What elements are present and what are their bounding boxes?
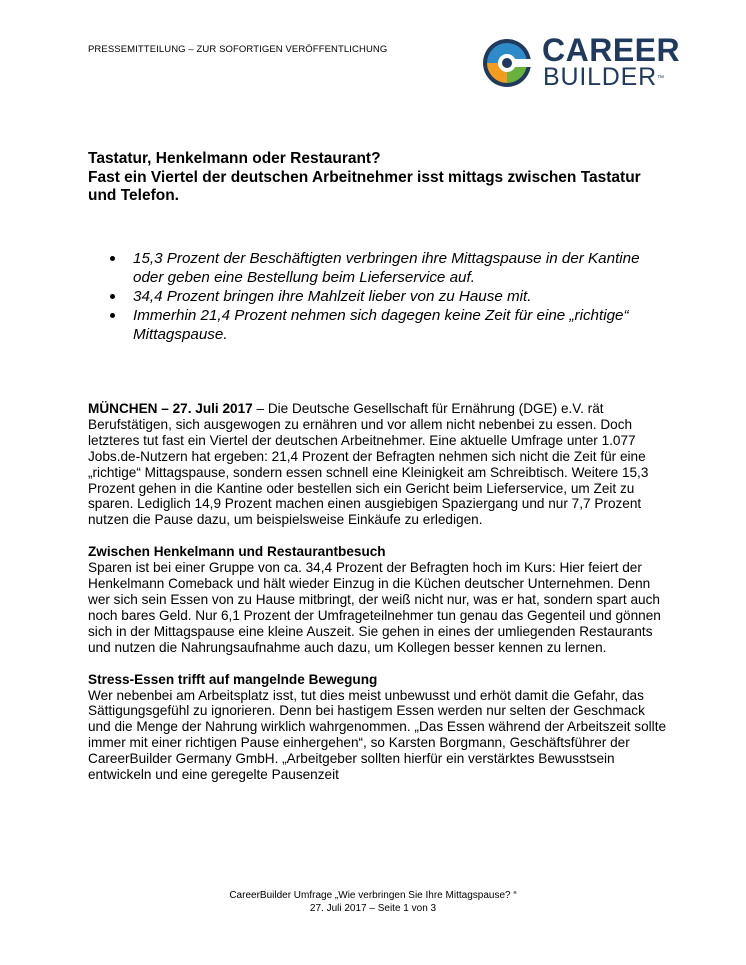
bullet-icon [110,294,115,299]
article-body [88,401,668,799]
logo-text-builder: BUILDER™ [543,63,665,91]
trademark-symbol: ™ [656,75,665,82]
section-heading-stress-essen: Stress-Essen trifft auf mangelnde Bewegung [88,671,378,687]
key-fact-item: 34,4 Prozent bringen ihre Mahlzeit lieber von zu Hause mit. [110,287,670,306]
section-stress-essen [88,672,668,783]
careerbuilder-logo [482,32,682,92]
footer-survey-title: CareerBuilder Umfrage „Wie verbringen Sie Ihre Mittagspause? “ [229,890,517,901]
headline-line-2: Fast ein Viertel der deutschen Arbeitnehmer isst mittags zwischen Tastatur und Telefon. [88,168,641,204]
headline-line-1: Tastatur, Henkelmann oder Restaurant? [88,150,381,167]
key-fact-item: Immerhin 21,4 Prozent nehmen sich dagegen keine Zeit für eine „richtige“ Mittagspause. [110,306,670,344]
footer-page-info: 27. Juli 2017 – Seite 1 von 3 [309,903,437,914]
press-release-label: PRESSEMITTEILUNG – ZUR SOFORTIGEN VERÖFFENTLICHUNG [88,44,388,55]
careerbuilder-logo-mark-icon [482,38,532,88]
section-heading-henkelmann: Zwischen Henkelmann und Restaurantbesuch [88,544,386,560]
key-facts-list [110,249,670,344]
bullet-icon [110,256,115,261]
bullet-icon [110,313,115,318]
page-footer [0,889,746,915]
section-henkelmann [88,544,668,655]
logo-text-career: CAREER [542,32,681,68]
intro-paragraph: MÜNCHEN – 27. Juli 2017 – Die Deutsche Gesellschaft für Ernährung (DGE) e.V. rät Berufstätigen, sich ausgewogen zu ernähren und vor allem nicht nebenbei zu essen. Doch letzteres tut fast ein Viertel der deutschen Arbeitnehmer. Eine aktuelle Umfrage unter 1.077 Jobs.de-Nutzern hat ergeben: 21,4 Prozent der Befragten nehmen sich nicht die Zeit für eine „richtige“ Mittagspause, sondern essen schnell eine Kleinigkeit am Schreibtisch. Weitere 15,3 Prozent gehen in die Kantine oder bestellen sich ein Gericht beim Lieferservice, um Zeit zu sparen. Lediglich 14,9 Prozent machen einen ausgiebigen Spaziergang und nur 7,7 Prozent nutzen die Pause dazu, um beispielsweise Einkäufe zu erledigen. [88,401,649,528]
key-fact-item: 15,3 Prozent der Beschäftigten verbringen ihre Mittagspause in der Kantine oder geben eine Bestellung beim Lieferservice auf. [110,249,670,287]
dateline: MÜNCHEN – 27. Juli 2017 [88,401,253,416]
headline [88,150,668,206]
section-text-stress-essen: Wer nebenbei am Arbeitsplatz isst, tut dies meist unbewusst und erhöt damit die Gefahr, das Sättigungsgefühl zu ignorieren. Denn bei hastigem Essen werden nur selten der Geschmack und die Menge der Nahrung wirklich wahrgenommen. „Das Essen während der Arbeitszeit sollte immer mit einer richtigen Pause einhergehen“, so Karsten Borgmann, Geschäftsführer der CareerBuilder Germany GmbH. „Arbeitgeber sollten hierfür ein verstärktes Bewusstsein entwickeln und eine geregelte Pausenzeit [88,687,667,783]
section-text-henkelmann: Sparen ist bei einer Gruppe von ca. 34,4 Prozent der Befragten hoch im Kurs: Hier feiert der Henkelmann Comeback und hält wieder Einzug in die Küchen deutscher Unternehmen. Denn wer sich sein Essen von zu Hause mitbringt, der weiß nicht nur, was er hat, sondern spart auch noch bares Geld. Nur 6,1 Prozent der Umfrageteilnehmer tun genau das Gegenteil und gönnen sich in der Mittagspause eine kleine Auszeit. Sie gehen in eines der umliegenden Restaurants und nutzen die Nahrungsaufnahme auch dazu, um Kollegen besser kennen zu lernen. [88,560,661,655]
